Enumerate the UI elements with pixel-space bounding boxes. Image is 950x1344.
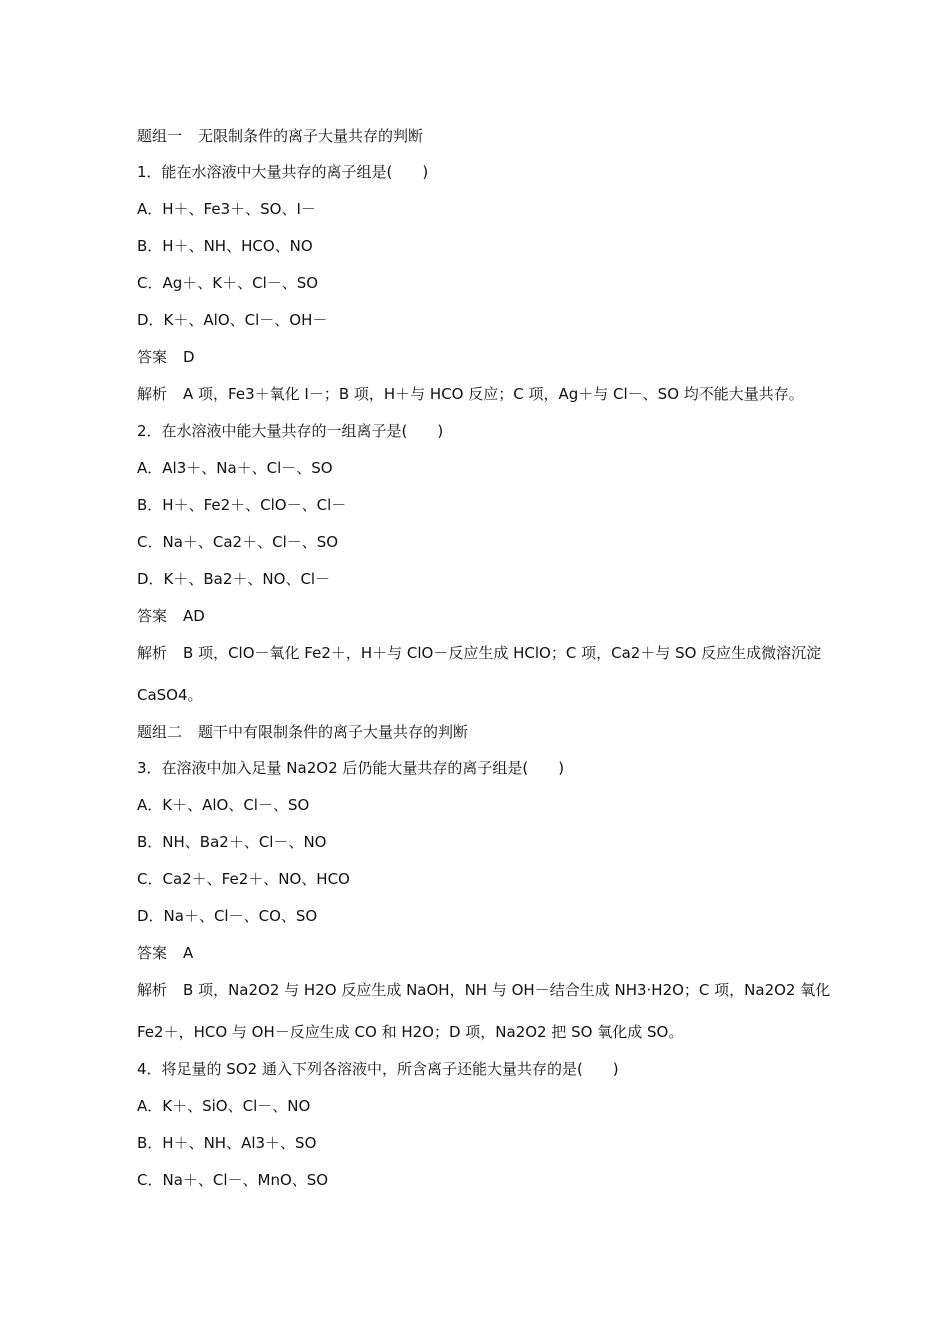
analysis-continuation: CaSO4。 bbox=[137, 686, 203, 704]
section-heading bbox=[137, 722, 827, 742]
analysis-label: 解析 bbox=[137, 644, 168, 662]
answer-label: 答案 bbox=[137, 944, 168, 962]
question-stem: 2．在水溶液中能大量共存的一组离子是( ) bbox=[137, 422, 444, 440]
section-title: 无限制条件的离子大量共存的判断 bbox=[198, 127, 424, 145]
answer-label: 答案 bbox=[137, 607, 168, 625]
analysis-text: B 项，ClO－氧化 Fe2＋，H＋与 ClO－反应生成 HClO；C 项，Ca2＋与 SO 反应生成微溶沉淀 bbox=[183, 644, 822, 662]
answer-option: A．K＋、AlO、Cl－、SO bbox=[137, 796, 310, 814]
answer-option: D．K＋、Ba2＋、NO、Cl－ bbox=[137, 570, 331, 588]
answer-option: B．H＋、NH、HCO、NO bbox=[137, 237, 313, 255]
analysis-line bbox=[137, 643, 827, 663]
answer-value: AD bbox=[183, 607, 205, 625]
answer-option: B．H＋、Fe2＋、ClO－、Cl－ bbox=[137, 496, 347, 514]
answer-option: C．Na＋、Cl－、MnO、SO bbox=[137, 1171, 329, 1189]
answer-option: D．K＋、AlO、Cl－、OH－ bbox=[137, 311, 328, 329]
answer-label: 答案 bbox=[137, 348, 168, 366]
question-stem: 4．将足量的 SO2 通入下列各溶液中，所含离子还能大量共存的是( ) bbox=[137, 1060, 619, 1078]
section-heading bbox=[137, 126, 827, 146]
answer-value: D bbox=[183, 348, 195, 366]
answer-option: D．Na＋、Cl－、CO、SO bbox=[137, 907, 318, 925]
analysis-label: 解析 bbox=[137, 981, 168, 999]
answer-option: C．Na＋、Ca2＋、Cl－、SO bbox=[137, 533, 339, 551]
section-label: 题组一 bbox=[137, 127, 183, 145]
question-stem: 3．在溶液中加入足量 Na2O2 后仍能大量共存的离子组是( ) bbox=[137, 759, 565, 777]
analysis-label: 解析 bbox=[137, 385, 168, 403]
section-title: 题干中有限制条件的离子大量共存的判断 bbox=[198, 723, 469, 741]
answer-option: A．Al3＋、Na＋、Cl－、SO bbox=[137, 459, 333, 477]
analysis-text: A 项，Fe3＋氧化 I－；B 项，H＋与 HCO 反应；C 项，Ag＋与 Cl－、SO 均不能大量共存。 bbox=[183, 385, 804, 403]
answer-line bbox=[137, 347, 827, 367]
analysis-continuation: Fe2＋，HCO 与 OH－反应生成 CO 和 H2O；D 项，Na2O2 把 SO 氧化成 SO。 bbox=[137, 1023, 684, 1041]
answer-value: A bbox=[183, 944, 194, 962]
answer-option: B．NH、Ba2＋、Cl－、NO bbox=[137, 833, 327, 851]
answer-option: A．H＋、Fe3＋、SO、I－ bbox=[137, 200, 316, 218]
answer-line bbox=[137, 943, 827, 963]
answer-line bbox=[137, 606, 827, 626]
answer-option: A．K＋、SiO、Cl－、NO bbox=[137, 1097, 311, 1115]
answer-option: B．H＋、NH、Al3＋、SO bbox=[137, 1134, 317, 1152]
question-stem: 1．能在水溶液中大量共存的离子组是( ) bbox=[137, 163, 429, 181]
answer-option: C．Ag＋、K＋、Cl－、SO bbox=[137, 274, 319, 292]
answer-option: C．Ca2＋、Fe2＋、NO、HCO bbox=[137, 870, 350, 888]
analysis-line bbox=[137, 980, 831, 1000]
analysis-text: B 项，Na2O2 与 H2O 反应生成 NaOH，NH 与 OH－结合生成 NH3·H2O；C 项，Na2O2 氧化 bbox=[183, 981, 831, 999]
analysis-line bbox=[137, 384, 827, 404]
section-label: 题组二 bbox=[137, 723, 183, 741]
